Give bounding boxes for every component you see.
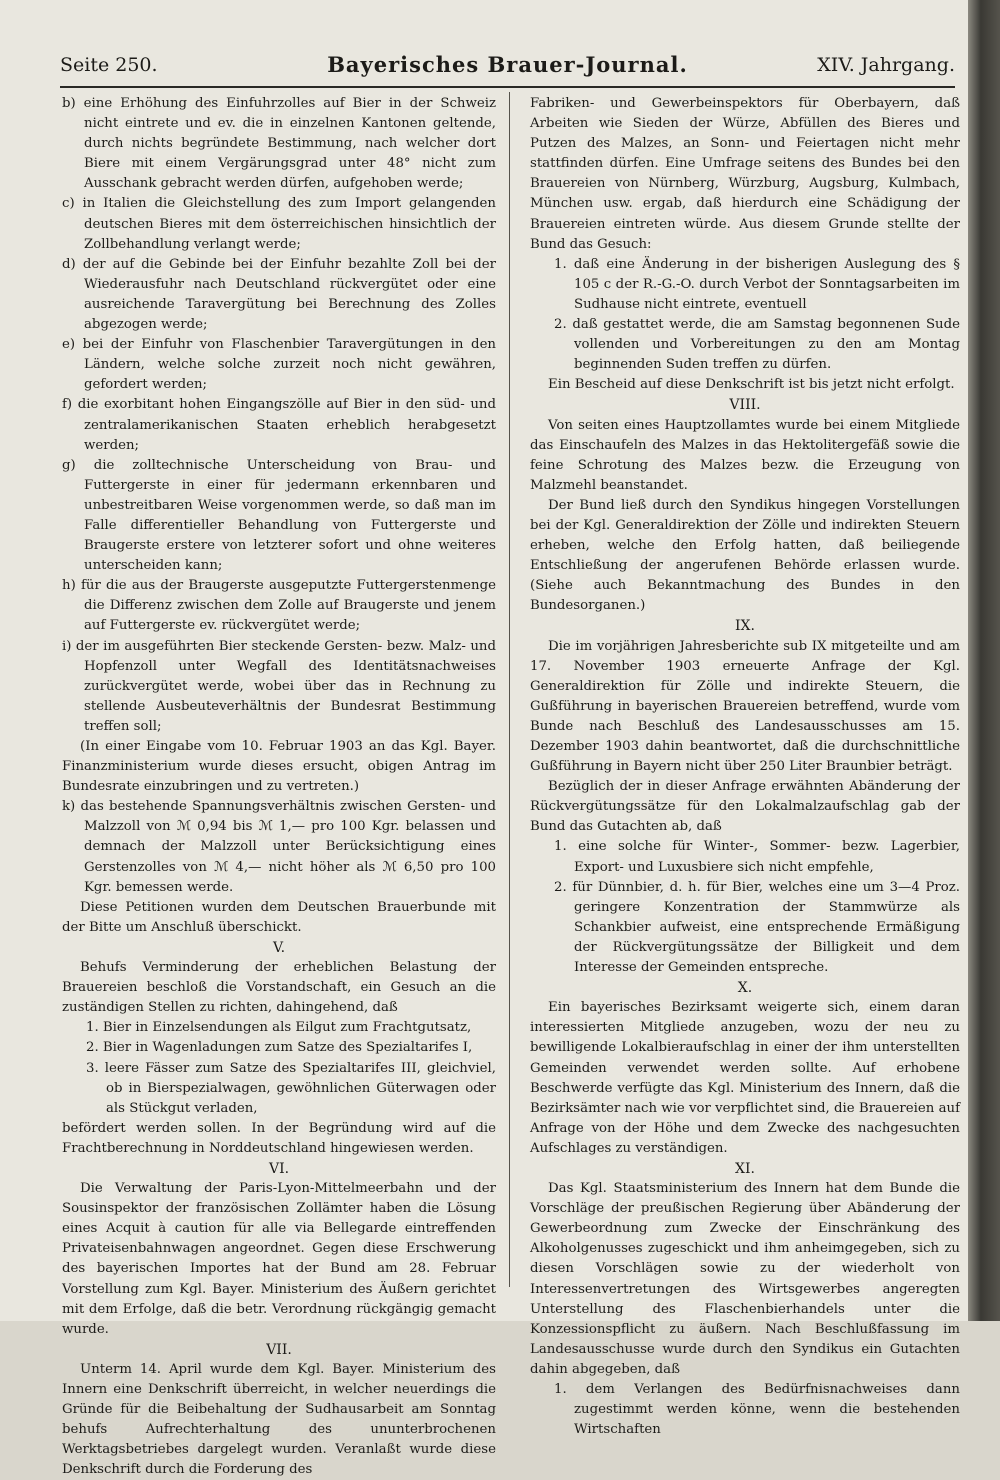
section-heading-viii: VIII. [729, 397, 761, 414]
right-column [530, 94, 960, 1440]
petition-item-i-note: (In einer Eingabe vom 10. Februar 1903 an das Kgl. Bayer. Finanzministerium wurde dieses ersucht, obigen Antrag im Bundesrate einzubringen und zu vertreten.) [62, 739, 496, 795]
petition-item-e: e) bei der Einfuhr von Flaschenbier Taravergütungen in den Ländern, welche solche zurzeit noch nicht gewähren, gefordert werden; [62, 337, 496, 393]
section-ix-item-1: 1. eine solche für Winter-, Sommer- bezw. Lagerbier, Export- und Luxusbiere sich nicht empfehle, [554, 839, 960, 875]
section-heading-vii: VII. [266, 1341, 292, 1358]
column-divider [509, 92, 510, 1287]
section-xi-item-1: 1. dem Verlangen des Bedürfnisnachweises dann zugestimmt werden könne, wenn die bestehenden Wirtschaften [554, 1382, 960, 1438]
petition-item-d: d) der auf die Gebinde bei der Einfuhr bezahlte Zoll bei der Wiederausfuhr nach Deutschland rückvergütet oder eine ausreichende Taravergütung bei Berechnung des Zolles abgezogen werde; [62, 256, 496, 333]
section-viii-paragraph-1: Von seiten eines Hauptzollamtes wurde bei einem Mitgliede das Einschaufeln des Malzes in das Hektolitergefäß sowie die feine Schrotung des Malzes bezw. die Erzeugung von Malzmehl beanstandet. [530, 417, 960, 493]
section-v-item-2: 2. Bier in Wagenladungen zum Satze des Spezialtarifes I, [86, 1040, 473, 1056]
petitions-paragraph: Diese Petitionen wurden dem Deutschen Brauerbunde mit der Bitte um Anschluß überschickt. [62, 899, 496, 935]
page-header [60, 50, 955, 88]
section-vi-paragraph: Die Verwaltung der Paris-Lyon-Mittelmeerbahn und der Sousinspektor der französischen Zollämter haben die Lösung eines Acquit à caution für alle via Bellegarde eintreffenden Privateisenbahnwagen angeordnet. Gegen diese Erschwerung des bayerischen Importes hat der Bund am 28. Februar Vorstellung zum Kgl. Bayer. Ministerium des Äußern gerichtet mit dem Erfolge, daß die betr. Verordnung rückgängig gemacht wurde. [62, 1181, 496, 1337]
section-heading-v: V. [272, 939, 286, 956]
section-ix-paragraph-2: Bezüglich der in dieser Anfrage erwähnten Abänderung der Rückvergütungssätze für den Lokalmalzaufschlag gab der Bund das Gutachten ab, daß [530, 779, 960, 835]
section-vii-continuation: Fabriken- und Gewerbeinspektors für Oberbayern, daß Arbeiten wie Sieden der Würze, Abfüllen des Bieres und Putzen des Malzes, an Sonn- und Feiertagen nicht mehr stattfinden dürfen. Eine Umfrage seitens des Bundes bei den Brauereien von Nürnberg, Würzburg, Augsburg, Kulmbach, München usw. ergab, daß hierdurch eine Schädigung der Brauereien eintreten würde. Aus diesem Grunde stellte der Bund das Gesuch: [530, 96, 960, 252]
volume-label: XIV. Jahrgang. [817, 54, 955, 76]
petition-item-i: i) der im ausgeführten Bier steckende Gersten- bezw. Malz- und Hopfenzoll unter Wegfall des Identitätsnachweises zurückvergütet werde, wobei über das in Rechnung zu stellende Ausbeuteverhältnis der Bundesrat Bestimmung treffen soll; [62, 638, 496, 734]
section-v-intro: Behufs Verminderung der erheblichen Belastung der Brauereien beschloß die Vorstandschaft, ein Gesuch an die zuständigen Stellen zu richten, dahingehend, daß [62, 960, 496, 1016]
section-ix-item-2: 2. für Dünnbier, d. h. für Bier, welches eine um 3—4 Proz. geringere Konzentration der Stammwürze als Schankbier aufweist, eine entsprechende Ermäßigung der Rückvergütungssätze der Billigkeit und dem Interesse der Gemeinden entspreche. [554, 879, 960, 976]
left-column [62, 94, 496, 1480]
section-v-item-1: 1. Bier in Einzelsendungen als Eilgut zum Frachtgutsatz, [86, 1020, 472, 1036]
journal-title: Bayerisches Brauer-Journal. [327, 52, 688, 77]
section-x-paragraph: Ein bayerisches Bezirksamt weigerte sich, einem daran interessierten Mitgliede anzugeben, wozu der neu zu bewilligende Lokalbieraufschlag in einer der ihm unterstellten Gemeinden verwendet werden sollte. Auf erhobene Beschwerde verfügte das Kgl. Ministerium des Innern, daß die Bezirksämter nach wie vor verpflichtet sind, die Brauereien auf Anfrage von der Höhe und dem Zwecke des nachgesuchten Aufschlages zu verständigen. [530, 1000, 960, 1156]
section-ix-paragraph-1: Die im vorjährigen Jahresberichte sub IX mitgeteilte und am 17. November 1903 erneuerte Anfrage der Kgl. Generaldirektion für Zölle und indirekte Steuern, die Gußführung in bayerischen Brauereien betreffend, wurde vom Bunde nach Beschluß des Landesausschusses am 15. Dezember 1903 dahin beantwortet, daß die durchschnittliche Gußführung in Bayern nicht über 250 Liter Braunbier beträgt. [530, 638, 960, 775]
petition-item-c: c) in Italien die Gleichstellung des zum Import gelangenden deutschen Bieres mit dem österreichischen hinsichtlich der Zollbehandlung verlangt werde; [62, 196, 496, 252]
petition-item-g: g) die zolltechnische Unterscheidung von Brau- und Futtergerste in einer für jedermann erkennbaren und unbestreitbaren Weise vorgenommen werde, so daß man im Falle differentieller Behandlung von Futtergerste und Braugerste erstere von letzterer sofort und ohne weiteres unterscheiden kann; [62, 457, 496, 574]
section-viii-paragraph-2: Der Bund ließ durch den Syndikus hingegen Vorstellungen bei der Kgl. Generaldirektion der Zölle und indirekten Steuern erheben, welche den Erfolg hatten, daß beiliegende Entschließung der angerufenen Behörde erlassen wurde. (Siehe auch Bekanntmachung des Bundes in den Bundesorganen.) [530, 497, 960, 614]
petition-item-k: k) das bestehende Spannungsverhältnis zwischen Gersten- und Malzzoll von ℳ 0,94 bis ℳ 1,— pro 100 Kgr. belassen und demnach der Malzzoll unter Berücksichtigung eines Gerstenzolles von ℳ 4,— nicht höher als ℳ 6,50 pro 100 Kgr. bemessen werde. [62, 799, 496, 895]
page-number: Seite 250. [60, 54, 158, 76]
section-heading-x: X. [737, 980, 753, 997]
section-v-item-3: 3. leere Fässer zum Satze des Spezialtarifes III, gleichviel, ob in Bierspezialwagen, gewöhnlichen Güterwagen oder als Stückgut verladen, [86, 1060, 496, 1116]
section-vii-item-2: 2. daß gestattet werde, die am Samstag begonnenen Sude vollenden und Vorbereitungen zu den am Montag beginnenden Suden treffen zu dürfen. [554, 317, 960, 373]
petition-item-f: f) die exorbitant hohen Eingangszölle auf Bier in den süd- und zentralamerikanischen Staaten erheblich herabgesetzt werden; [62, 397, 496, 453]
section-heading-xi: XI. [735, 1160, 755, 1177]
section-vii-item-1: 1. daß eine Änderung in der bisherigen Auslegung des § 105 c der R.-G.-O. durch Verbot der Sonntagsarbeiten im Sudhause nicht eintrete, eventuell [554, 256, 960, 312]
book-binding-edge [968, 0, 1000, 1321]
section-vii-paragraph: Unterm 14. April wurde dem Kgl. Bayer. Ministerium des Innern eine Denkschrift überreicht, in welcher neuerdings die Gründe für die Beibehaltung der Sudhausarbeit am Sonntag behufs Aufrechterhaltung des ununterbrochenen Werktagsbetriebes dargelegt wurden. Veranlaßt wurde diese Denkschrift durch die Forderung des [62, 1361, 496, 1478]
petition-item-h: h) für die aus der Braugerste ausgeputzte Futtergerstenmenge die Differenz zwischen dem Zolle auf Braugerste und jenem auf Futtergerste ev. rückvergütet werde; [62, 578, 496, 634]
section-v-conclusion: befördert werden sollen. In der Begründung wird auf die Frachtberechnung in Norddeutschland hingewiesen werden. [62, 1120, 496, 1156]
section-heading-ix: IX. [735, 618, 755, 635]
section-vii-outcome: Ein Bescheid auf diese Denkschrift ist bis jetzt nicht erfolgt. [548, 377, 955, 393]
section-xi-paragraph: Das Kgl. Staatsministerium des Innern hat dem Bunde die Vorschläge der preußischen Regierung über Abänderung der Gewerbeordnung zum Zwecke der Einschränkung des Alkoholgenusses zugeschickt und ihm anheimgegeben, sich zu diesen Vorschlägen sowie zu der wiederholt von Interessenvertretungen des Wirtsgewerbes angeregten Unterstellung des Flaschenbierhandels unter die Konzessionspflicht zu äußern. Nach Beschlußfassung im Landesausschusse wurde durch den Syndikus ein Gutachten dahin abgegeben, daß [530, 1181, 960, 1377]
petition-item-b: b) eine Erhöhung des Einfuhrzolles auf Bier in der Schweiz nicht eintrete und ev. die in einzelnen Kantonen geltende, durch nichts begründete Bestimmung, nach welcher dort Biere mit einem Vergärungsgrad unter 48° nicht zum Ausschank gebracht werden dürfen, aufgehoben werde; [62, 96, 496, 192]
section-heading-vi: VI. [268, 1160, 290, 1177]
